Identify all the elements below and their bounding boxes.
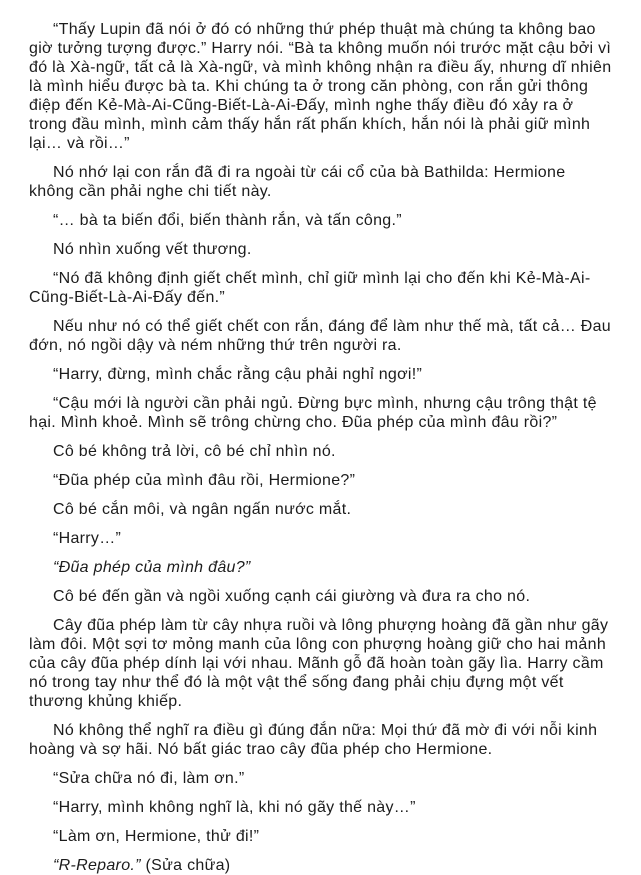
paragraph [29,769,612,788]
paragraph [29,240,612,259]
paragraph-text: “Đũa phép của mình đâu rồi, Hermione?” [53,472,356,489]
paragraph-text: Nó nhớ lại con rắn đã đi ra ngoài từ cái cổ của bà Bathilda: Hermione không cần phải nghe chi tiết này. [29,164,566,200]
paragraph-text-italic: “Đũa phép của mình đâu?” [53,559,251,576]
paragraph-text: Cô bé cắn môi, và ngân ngấn nước mắt. [53,501,352,518]
paragraph [29,721,612,759]
page-text [29,20,612,875]
paragraph [29,856,612,875]
paragraph [29,269,612,307]
paragraph-text: Nó không thể nghĩ ra điều gì đúng đắn nữa: Mọi thứ đã mờ đi với nỗi kinh hoàng và sợ hãi. Nó bất giác trao cây đũa phép cho Hermione. [29,722,598,758]
paragraph-text: Nếu như nó có thể giết chết con rắn, đáng để làm như thế mà, tất cả… Đau đớn, nó ngồi dậy và ném những thứ trên người ra. [29,318,612,354]
paragraph-text-italic: “R-Reparo.” [53,857,146,874]
paragraph [29,163,612,201]
paragraph-text: Cô bé đến gần và ngồi xuống cạnh cái giường và đưa ra cho nó. [53,588,531,605]
paragraph-text: “Harry…” [53,530,122,547]
paragraph-text: “… bà ta biến đổi, biến thành rắn, và tấn công.” [53,212,402,229]
paragraph-text: “Cậu mới là người cần phải ngủ. Đừng bực mình, nhưng cậu trông thật tệ hại. Mình khoẻ. Mình sẽ trông chừng cho. Đũa phép của mình đâu rồi?” [29,395,597,431]
paragraph-text: Cô bé không trả lời, cô bé chỉ nhìn nó. [53,443,336,460]
paragraph-text: Nó nhìn xuống vết thương. [53,241,252,258]
paragraph-text: “Sửa chữa nó đi, làm ơn.” [53,770,245,787]
paragraph [29,558,612,577]
paragraph [29,317,612,355]
paragraph-text: “Harry, đừng, mình chắc rằng cậu phải nghỉ ngơi!” [53,366,423,383]
paragraph-text: “Harry, mình không nghĩ là, khi nó gãy thế này…” [53,799,416,816]
paragraph [29,442,612,461]
paragraph [29,211,612,230]
paragraph [29,529,612,548]
paragraph [29,827,612,846]
paragraph-text: Cây đũa phép làm từ cây nhựa ruồi và lông phượng hoàng đã gần như gãy làm đôi. Một sợi tơ mỏng manh của lông con phượng hoàng giữ cho hai mảnh của cây đũa phép dính lại với nhau. Mãnh gỗ đã hoàn toàn gãy lìa. Harry cầm nó trong tay như thể đó là một vật thể sống đang phải chịu đựng một vết thương khủng khiếp. [29,617,609,710]
paragraph [29,500,612,519]
paragraph-text: (Sửa chữa) [145,857,231,874]
paragraph [29,587,612,606]
paragraph [29,394,612,432]
paragraph-text: “Làm ơn, Hermione, thử đi!” [53,828,260,845]
paragraph-text: “Thấy Lupin đã nói ở đó có những thứ phép thuật mà chúng ta không bao giờ tưởng tượng được.” Harry nói. “Bà ta không muốn nói trước mặt cậu bởi vì đó là Xà-ngữ, tất cả là Xà-ngữ, và mình không nhận ra điều ấy, nhưng dĩ nhiên là mình hiểu được bà ta. Khi chúng ta ở trong căn phòng, con rắn gửi thông điệp đến Kẻ-Mà-Ai-Cũng-Biết-Là-Ai-Đấy, mình nghe thấy điều đó xảy ra ở trong đầu mình, mình cảm thấy hắn rất phấn khích, hắn nói là phải giữ mình lại… và rồi…” [29,21,612,152]
paragraph [29,471,612,490]
paragraph [29,798,612,817]
paragraph [29,365,612,384]
paragraph [29,616,612,711]
paragraph-text: “Nó đã không định giết chết mình, chỉ giữ mình lại cho đến khi Kẻ-Mà-Ai-Cũng-Biết-Là-Ai-Đấy đến.” [29,270,591,306]
paragraph [29,20,612,153]
